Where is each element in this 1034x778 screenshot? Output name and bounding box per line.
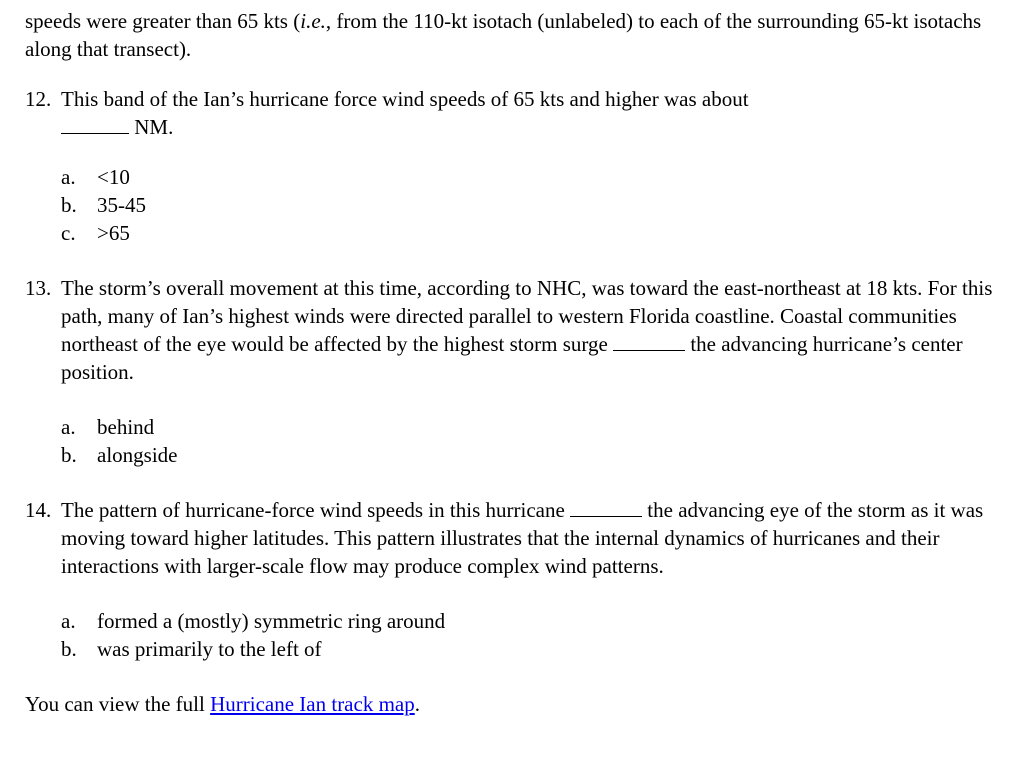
question-13-number: 13. [25, 276, 52, 300]
question-14-blank [570, 496, 642, 517]
footer-paragraph [25, 690, 1015, 718]
option-letter: a. [61, 415, 76, 439]
option-text: <10 [97, 165, 130, 189]
option-text: >65 [97, 221, 130, 245]
question-14-text: The pattern of hurricane-force wind speeds in this hurricane [61, 498, 571, 522]
option-letter: a. [61, 609, 76, 633]
question-14-options [25, 607, 1015, 663]
question-13 [25, 274, 1015, 386]
question-13-options [25, 413, 1015, 469]
option-letter: c. [61, 221, 76, 245]
footer-period: . [414, 692, 420, 716]
question-13-blank [613, 330, 685, 351]
hurricane-ian-track-map-link[interactable]: Hurricane Ian track map [210, 692, 415, 716]
question-13-text-end: the advancing hurricane’s center position. [61, 332, 963, 384]
document-page [25, 7, 1015, 718]
option-14b [61, 635, 1015, 663]
intro-text: speeds were greater than 65 kts ( [25, 9, 301, 33]
option-letter: b. [61, 637, 77, 661]
footer-text: You can view the full [25, 692, 211, 716]
question-13-text: The storm’s overall movement at this time, according to NHC, was toward the east-northeast at 18 kts. For this path, many of Ian’s highest winds were directed parallel to western Florida coastline. Coastal communities northeast of the eye would be affected by the highest storm surge [61, 276, 993, 356]
question-14 [25, 496, 1015, 580]
question-12-options [25, 163, 1015, 247]
question-14-number: 14. [25, 498, 52, 522]
option-12b [61, 191, 1015, 219]
option-text: was primarily to the left of [97, 637, 322, 661]
intro-paragraph [25, 7, 1015, 63]
option-text: formed a (mostly) symmetric ring around [97, 609, 446, 633]
option-14a [61, 607, 1015, 635]
option-12c [61, 219, 1015, 247]
option-13a [61, 413, 1015, 441]
option-text: behind [97, 415, 155, 439]
question-12-number: 12. [25, 87, 52, 111]
intro-text-end: , from the 110-kt isotach (unlabeled) to each of the surrounding 65-kt isotachs along that transect). [25, 9, 982, 61]
option-letter: b. [61, 443, 77, 467]
option-letter: a. [61, 165, 76, 189]
option-text: alongside [97, 443, 178, 467]
option-text: 35-45 [97, 193, 146, 217]
intro-ie: i.e. [300, 9, 326, 33]
option-letter: b. [61, 193, 77, 217]
option-12a [61, 163, 1015, 191]
question-12-text: This band of the Ian’s hurricane force wind speeds of 65 kts and higher was about [61, 87, 749, 111]
question-12-unit: NM. [129, 115, 174, 139]
option-13b [61, 441, 1015, 469]
question-14-text-end: the advancing eye of the storm as it was moving toward higher latitudes. This pattern illustrates that the internal dynamics of hurricanes and their interactions with larger-scale flow may produce complex wind patterns. [61, 498, 984, 578]
question-12-blank [61, 113, 129, 134]
question-12 [25, 85, 1015, 141]
